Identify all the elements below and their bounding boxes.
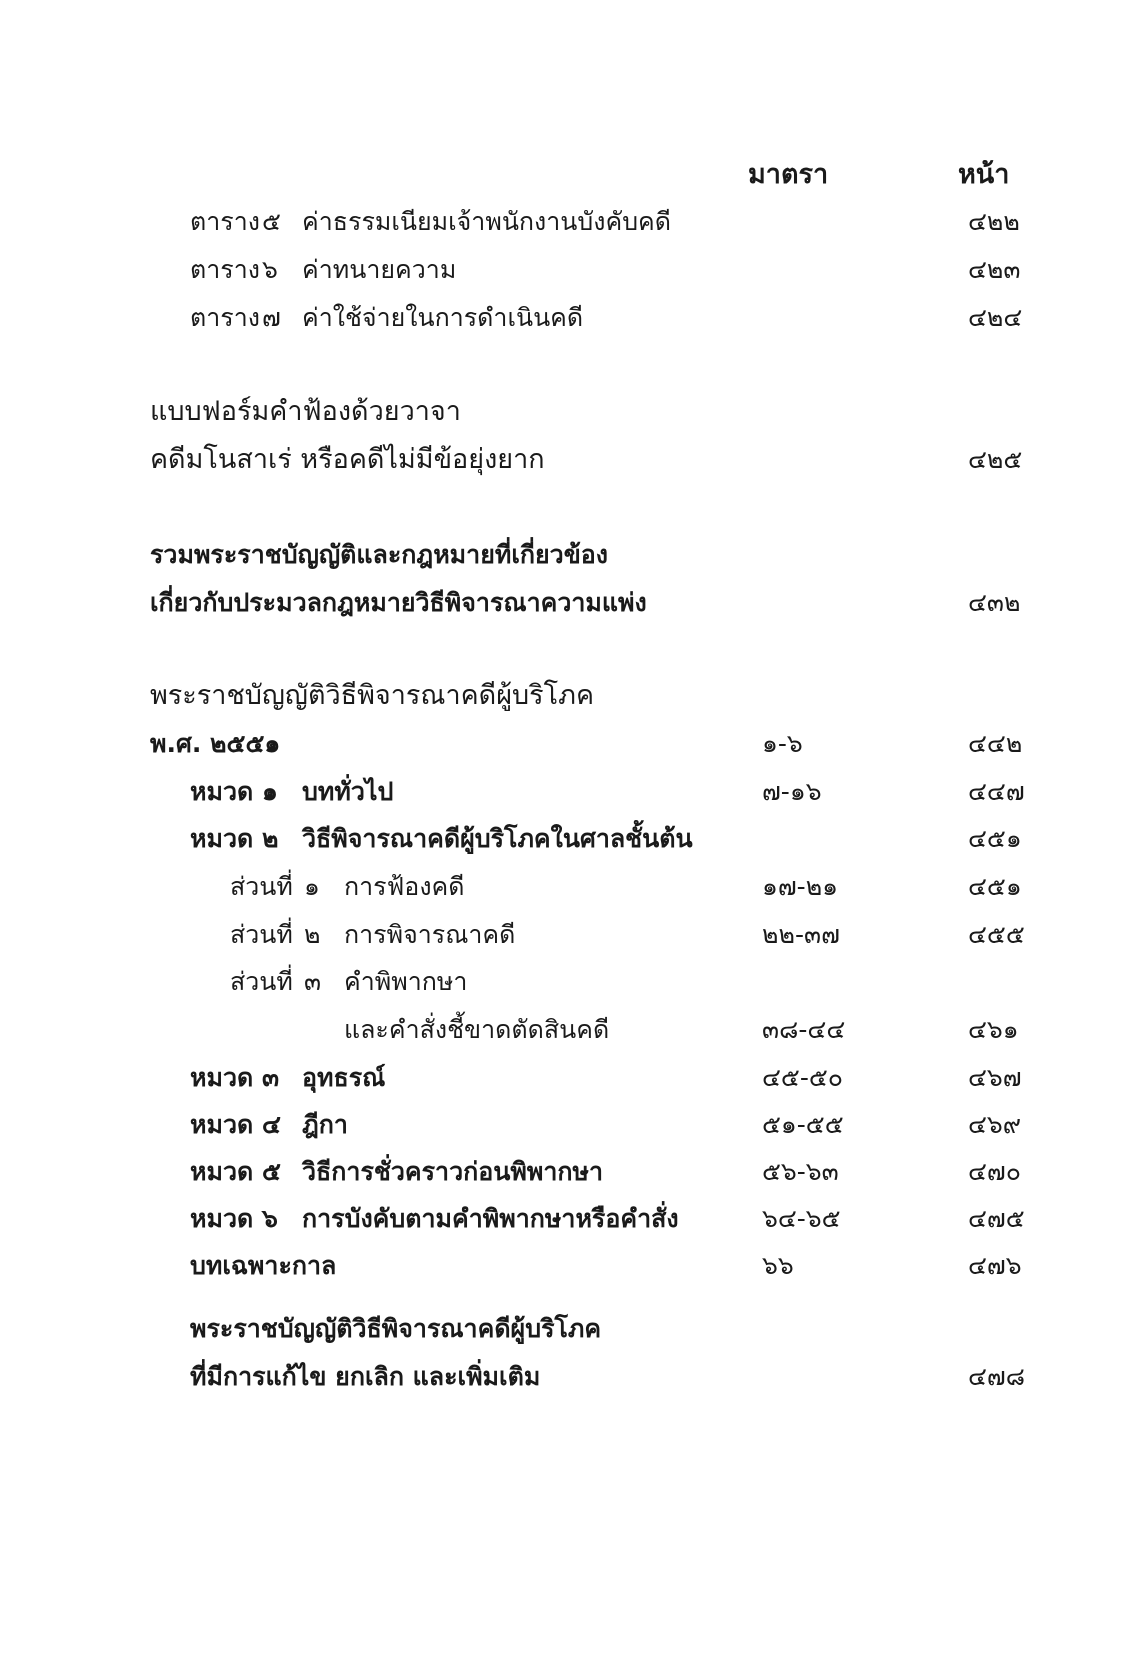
entry-number: ๓: [262, 1063, 280, 1092]
entry-page: ๔๖๗: [968, 1063, 1022, 1092]
toc-entry-chapter-6[interactable]: [0, 1197, 1142, 1241]
entry-page: ๔๔๗: [968, 777, 1025, 806]
entry-number: ๓: [304, 967, 322, 996]
toc-entry-chapter-3[interactable]: [0, 1056, 1142, 1100]
column-header-row: [0, 153, 1142, 197]
entry-sections: ๑-๖: [762, 729, 803, 758]
entry-prefix: หมวด: [190, 824, 254, 853]
entry-sections: ๖๔-๖๕: [762, 1204, 841, 1233]
entry-sections: ๑๗-๒๑: [762, 872, 839, 901]
entry-number: ๗: [262, 303, 281, 332]
entry-title: การบังคับตามคำพิพากษาหรือคำสั่ง: [302, 1204, 679, 1233]
sections-column-header: มาตรา: [748, 159, 829, 190]
entry-sections: ๖๖: [762, 1251, 794, 1280]
entry-page: ๔๒๒: [968, 207, 1020, 236]
entry-title: พ.ศ. ๒๕๕๑: [150, 729, 281, 758]
entry-number: ๑: [262, 777, 278, 806]
entry-number: ๒: [304, 920, 321, 949]
entry-number: ๑: [304, 872, 320, 901]
entry-page: ๔๗๘: [968, 1362, 1026, 1391]
toc-entry-part-2[interactable]: [0, 913, 1142, 957]
toc-entry-table-6[interactable]: [0, 248, 1142, 292]
toc-entry-chapter-5[interactable]: [0, 1150, 1142, 1194]
entry-prefix: ตาราง: [190, 303, 260, 332]
entry-page: ๔๖๑: [968, 1015, 1019, 1044]
entry-page: ๔๕๑: [968, 824, 1022, 853]
entry-number: ๖: [262, 255, 278, 284]
entry-page: ๔๒๕: [968, 445, 1023, 474]
entry-title: ฎีกา: [302, 1110, 348, 1139]
entry-page: ๔๗๐: [968, 1157, 1021, 1186]
toc-entry-table-5[interactable]: [0, 200, 1142, 244]
entry-page: ๔๒๓: [968, 255, 1021, 284]
entry-number: ๕: [262, 207, 281, 236]
entry-title: การพิจารณาคดี: [344, 920, 516, 949]
entry-title: อุทธรณ์: [302, 1063, 386, 1092]
toc-entry-part-1[interactable]: [0, 865, 1142, 909]
entry-page: ๔๒๔: [968, 303, 1023, 332]
entry-prefix: หมวด: [190, 1157, 254, 1186]
entry-title: พระราชบัญญัติวิธีพิจารณาคดีผู้บริโภค: [190, 1314, 602, 1343]
entry-number: ๖: [262, 1204, 278, 1233]
entry-title: การฟ้องคดี: [344, 872, 465, 901]
entry-title: คำพิพากษา: [344, 967, 468, 996]
entry-prefix: ส่วนที่: [230, 920, 293, 949]
entry-title: วิธีการชั่วคราวก่อนพิพากษา: [302, 1157, 604, 1186]
entry-number: ๔: [262, 1110, 281, 1139]
entry-title: ค่าใช้จ่ายในการดำเนินคดี: [302, 303, 584, 332]
entry-sections: ๗-๑๖: [762, 777, 822, 806]
entry-prefix: หมวด: [190, 1110, 254, 1139]
toc-entry-amended-act-line2[interactable]: [0, 1355, 1142, 1399]
toc-entry-consumer-act-year[interactable]: [0, 722, 1142, 766]
entry-title: ที่มีการแก้ไข ยกเลิก และเพิ่มเติม: [190, 1362, 541, 1391]
entry-page: ๔๕๕: [968, 920, 1025, 949]
entry-page: ๔๕๑: [968, 872, 1022, 901]
entry-sections: ๕๑-๕๕: [762, 1110, 844, 1139]
toc-entry-form-line2[interactable]: [0, 438, 1142, 482]
toc-entry-amended-act-line1[interactable]: [0, 1307, 1142, 1351]
entry-title: พระราชบัญญัติวิธีพิจารณาคดีผู้บริโภค: [150, 680, 595, 711]
entry-page: ๔๓๒: [968, 588, 1021, 617]
entry-number: ๒: [262, 824, 279, 853]
entry-prefix: ส่วนที่: [230, 967, 293, 996]
entry-sections: ๔๕-๕๐: [762, 1063, 844, 1092]
toc-entry-transitional[interactable]: [0, 1244, 1142, 1288]
entry-sections: ๕๖-๖๓: [762, 1157, 839, 1186]
entry-sections: ๓๘-๔๔: [762, 1015, 846, 1044]
entry-title: และคำสั่งชี้ขาดตัดสินคดี: [344, 1015, 610, 1044]
entry-title: รวมพระราชบัญญัติและกฎหมายที่เกี่ยวข้อง: [150, 540, 609, 569]
entry-title: คดีมโนสาเร่ หรือคดีไม่มีข้อยุ่งยาก: [150, 444, 545, 475]
entry-prefix: หมวด: [190, 777, 254, 806]
toc-entry-chapter-4[interactable]: [0, 1103, 1142, 1147]
entry-title: ค่าธรรมเนียมเจ้าพนักงานบังคับคดี: [302, 207, 672, 236]
entry-title: เกี่ยวกับประมวลกฎหมายวิธีพิจารณาความแพ่ง: [150, 588, 647, 617]
toc-entry-related-laws-line2[interactable]: [0, 581, 1142, 625]
toc-entry-consumer-act-title[interactable]: [0, 674, 1142, 718]
entry-sections: ๒๒-๓๗: [762, 920, 840, 949]
toc-entry-part-3[interactable]: [0, 960, 1142, 1004]
entry-page: ๔๔๒: [968, 729, 1023, 758]
page-column-header: หน้า: [958, 159, 1010, 190]
entry-prefix: ตาราง: [190, 255, 260, 284]
entry-prefix: ส่วนที่: [230, 872, 293, 901]
toc-entry-table-7[interactable]: [0, 296, 1142, 340]
toc-entry-part-3-continuation[interactable]: [0, 1008, 1142, 1052]
entry-title: แบบฟอร์มคำฟ้องด้วยวาจา: [150, 396, 461, 427]
entry-number: ๕: [262, 1157, 281, 1186]
entry-title: บทเฉพาะกาล: [190, 1251, 337, 1280]
toc-entry-chapter-1[interactable]: [0, 770, 1142, 814]
entry-page: ๔๖๙: [968, 1110, 1022, 1139]
entry-prefix: ตาราง: [190, 207, 260, 236]
toc-entry-chapter-2[interactable]: [0, 817, 1142, 861]
entry-prefix: หมวด: [190, 1204, 254, 1233]
entry-title: วิธีพิจารณาคดีผู้บริโภคในศาลชั้นต้น: [302, 824, 693, 853]
toc-entry-form-line1[interactable]: [0, 390, 1142, 434]
entry-prefix: หมวด: [190, 1063, 254, 1092]
entry-page: ๔๗๕: [968, 1204, 1025, 1233]
entry-title: ค่าทนายความ: [302, 255, 457, 284]
entry-page: ๔๗๖: [968, 1251, 1022, 1280]
toc-entry-related-laws-line1[interactable]: [0, 533, 1142, 577]
entry-title: บททั่วไป: [302, 777, 394, 806]
